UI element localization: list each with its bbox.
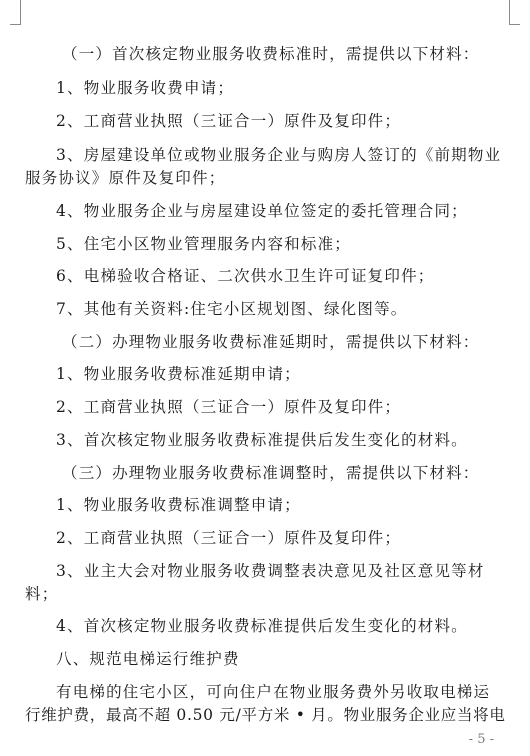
text-line-section-2-heading: （二）办理物业服务收费标准延期时，需提供以下材料：	[62, 333, 480, 351]
text-line: 1、物业服务收费标准延期申请；	[56, 365, 301, 383]
text-line-section-1-heading: （一）首次核定物业服务收费标准时，需提供以下材料：	[62, 45, 480, 63]
text-line: 有电梯的住宅小区，可向住户在物业服务费外另收取电梯运	[56, 683, 491, 701]
page-number: - 5 -	[468, 732, 494, 747]
text-line: 1、物业服务收费申请；	[56, 79, 235, 97]
text-line: 2、工商营业执照（三证合一）原件及复印件；	[56, 112, 402, 130]
text-line: 2、工商营业执照（三证合一）原件及复印件；	[56, 529, 402, 547]
text-line-continuation: 服务协议》原件及复印件；	[25, 169, 226, 187]
text-line: 5、住宅小区物业管理服务内容和标准；	[56, 235, 351, 253]
text-line: 3、业主大会对物业服务收费调整表决意见及社区意见等材	[56, 562, 485, 580]
text-line: 4、首次核定物业服务收费标准提供后发生变化的材料。	[56, 617, 468, 635]
text-line-section-3-heading: （三）办理物业服务收费标准调整时，需提供以下材料：	[62, 464, 480, 482]
text-line: 2、工商营业执照（三证合一）原件及复印件；	[56, 398, 402, 416]
text-line: 4、物业服务企业与房屋建设单位签定的委托管理合同；	[56, 202, 468, 220]
text-line-continuation: 料；	[25, 585, 59, 603]
text-line: 3、房屋建设单位或物业服务企业与购房人签订的《前期物业	[56, 146, 502, 164]
text-line-section-heading: 八、规范电梯运行维护费	[56, 650, 240, 668]
text-line: 6、电梯验收合格证、二次供水卫生许可证复印件；	[56, 267, 435, 285]
crop-mark-top-right	[509, 0, 520, 25]
text-line: 1、物业服务收费标准调整申请；	[56, 496, 301, 514]
text-line: 3、首次核定物业服务收费标准提供后发生变化的材料。	[56, 431, 468, 449]
text-line: 7、其他有关资料:住宅小区规划图、绿化图等。	[56, 300, 408, 318]
text-line-continuation: 行维护费，最高不超 0.50 元/平方米 • 月。物业服务企业应当将电	[25, 706, 506, 724]
crop-mark-top-left	[10, 0, 21, 25]
